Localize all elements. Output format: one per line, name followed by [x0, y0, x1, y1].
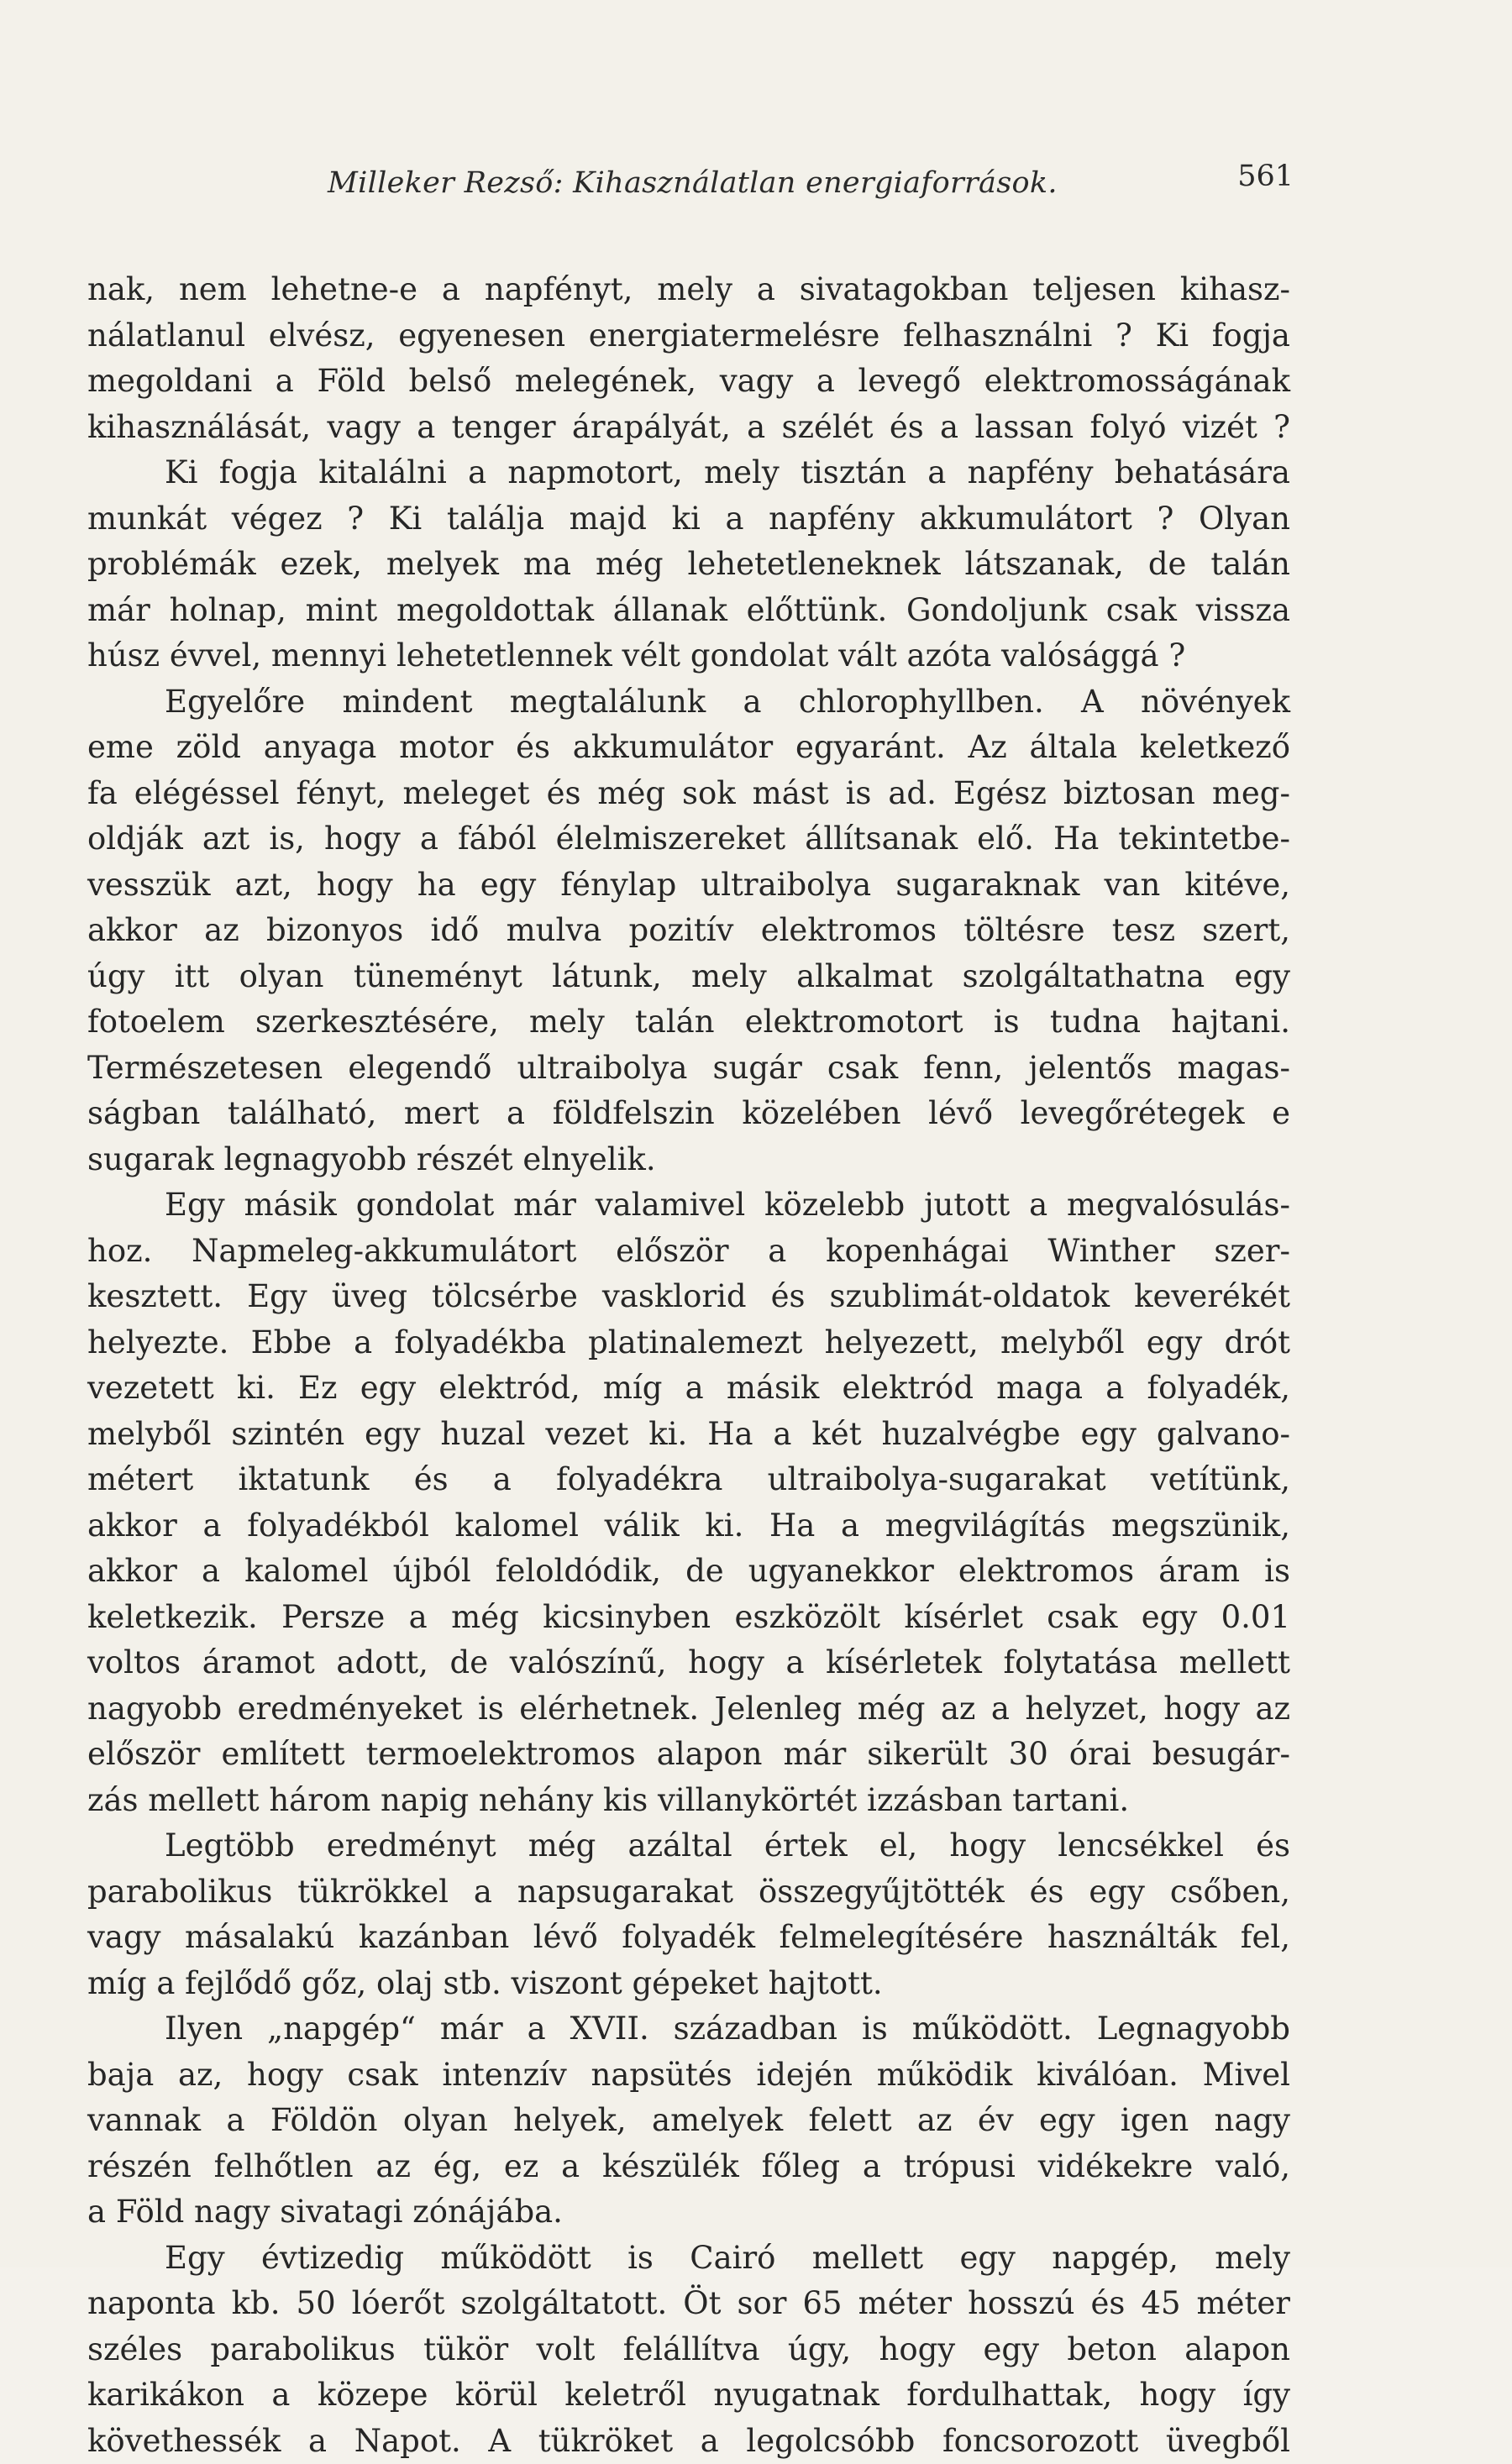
text-line: melyből szintén egy huzal vezet ki. Ha a két huzalvégbe egy galvano- [87, 1412, 1290, 1458]
text-line: akkor a kalomel újból feloldódik, de ugyanekkor elektromos áram is [87, 1549, 1290, 1595]
text-line: voltos áramot adott, de valószínű, hogy a kísérletek folytatása mellett [87, 1640, 1290, 1686]
text-line: kihasználását, vagy a tenger árapályát, a szélét és a lassan folyó vizét ? [87, 405, 1290, 451]
text-line: részén felhőtlen az ég, ez a készülék főleg a trópusi vidékekre való, [87, 2144, 1290, 2190]
page-header [328, 160, 1294, 210]
text-line: vagy másalakú kazánban lévő folyadék felmelegítésére használták fel, [87, 1915, 1290, 1961]
text-line: parabolikus tükrökkel a napsugarakat összegyűjtötték és egy csőben, [87, 1869, 1290, 1916]
text-line: széles parabolikus tükör volt felállítva úgy, hogy egy beton alapon [87, 2327, 1290, 2373]
text-line: úgy itt olyan tüneményt látunk, mely alkalmat szolgáltathatna egy [87, 954, 1290, 1000]
text-line: Ilyen „napgép“ már a XVII. században is működött. Legnagyobb [87, 2006, 1290, 2052]
text-line: Egy másik gondolat már valamivel közelebb jutott a megvalósulás- [87, 1182, 1290, 1229]
text-line: húsz évvel, mennyi lehetetlennek vélt gondolat vált azóta valósággá ? [87, 633, 1290, 679]
text-line: már holnap, mint megoldottak állanak előttünk. Gondoljunk csak vissza [87, 588, 1290, 634]
text-line: nálatlanul elvész, egyenesen energiatermelésre felhasználni ? Ki fogja [87, 313, 1290, 359]
text-line: Ki fogja kitalálni a napmotort, mely tisztán a napfény behatására [87, 450, 1290, 496]
text-line: baja az, hogy csak intenzív napsütés idején működik kiválóan. Mivel [87, 2052, 1290, 2099]
text-line: ságban található, mert a földfelszin közelében lévő levegőrétegek e [87, 1091, 1290, 1137]
text-line: fotoelem szerkesztésére, mely talán elektromotort is tudna hajtani. [87, 999, 1290, 1046]
running-title: Milleker Rezső: Kihasználatlan energiaforrások. [328, 166, 1058, 200]
text-line: először említett termoelektromos alapon már sikerült 30 órai besugár- [87, 1732, 1290, 1778]
text-line: keletkezik. Persze a még kicsinyben eszközölt kísérlet csak egy 0.01 [87, 1595, 1290, 1641]
text-line: Egy évtizedig működött is Cairó mellett egy napgép, mely [87, 2236, 1290, 2282]
text-line: oldják azt is, hogy a fából élelmiszereket állítsanak elő. Ha tekintetbe- [87, 816, 1290, 862]
text-line: Egyelőre mindent megtalálunk a chlorophyllben. A növények [87, 679, 1290, 726]
text-line: megoldani a Föld belső melegének, vagy a levegő elektromosságának [87, 359, 1290, 405]
text-line: helyezte. Ebbe a folyadékba platinalemezt helyezett, melyből egy drót [87, 1320, 1290, 1366]
text-line: Természetesen elegendő ultraibolya sugár csak fenn, jelentős magas- [87, 1046, 1290, 1092]
text-line: munkát végez ? Ki találja majd ki a napfény akkumulátort ? Olyan [87, 496, 1290, 543]
text-line: vezetett ki. Ez egy elektród, míg a másik elektród maga a folyadék, [87, 1366, 1290, 1412]
text-line: akkor a folyadékból kalomel válik ki. Ha a megvilágítás megszünik, [87, 1503, 1290, 1549]
text-line: követhessék a Napot. A tükröket a legolcsóbb foncsorozott üvegből [87, 2419, 1290, 2464]
text-line: métert iktatunk és a folyadékra ultraibolya-sugarakat vetítünk, [87, 1457, 1290, 1503]
text-line: akkor az bizonyos idő mulva pozitív elektromos töltésre tesz szert, [87, 908, 1290, 954]
text-line: fa elégéssel fényt, meleget és még sok mást is ad. Egész biztosan meg- [87, 771, 1290, 817]
text-line: a Föld nagy sivatagi zónájába. [87, 2189, 1290, 2236]
text-line: naponta kb. 50 lóerőt szolgáltatott. Öt sor 65 méter hosszú és 45 méter [87, 2281, 1290, 2327]
text-line: zás mellett három napig nehány kis villanykörtét izzásban tartani. [87, 1778, 1290, 1824]
text-line: problémák ezek, melyek ma még lehetetleneknek látszanak, de talán [87, 542, 1290, 588]
text-line: kesztett. Egy üveg tölcsérbe vasklorid és szublimát-oldatok keverékét [87, 1274, 1290, 1320]
text-line: eme zöld anyaga motor és akkumulátor egyaránt. Az általa keletkező [87, 725, 1290, 771]
text-line: Legtöbb eredményt még azáltal értek el, hogy lencsékkel és [87, 1823, 1290, 1869]
text-line: sugarak legnagyobb részét elnyelik. [87, 1137, 1290, 1183]
text-line: nak, nem lehetne-e a napfényt, mely a sivatagokban teljesen kihasz- [87, 267, 1290, 313]
text-line: vesszük azt, hogy ha egy fénylap ultraibolya sugaraknak van kitéve, [87, 862, 1290, 909]
text-line: nagyobb eredményeket is elérhetnek. Jelenleg még az a helyzet, hogy az [87, 1686, 1290, 1733]
text-line: karikákon a közepe körül keletről nyugatnak fordulhattak, hogy így [87, 2372, 1290, 2419]
page-number: 561 [1237, 160, 1294, 193]
text-line: hoz. Napmeleg-akkumulátort először a kopenhágai Winther szer- [87, 1229, 1290, 1275]
text-line: vannak a Földön olyan helyek, amelyek felett az év egy igen nagy [87, 2098, 1290, 2144]
text-line: míg a fejlődő gőz, olaj stb. viszont gépeket hajtott. [87, 1961, 1290, 2007]
body-text [87, 267, 1290, 2464]
